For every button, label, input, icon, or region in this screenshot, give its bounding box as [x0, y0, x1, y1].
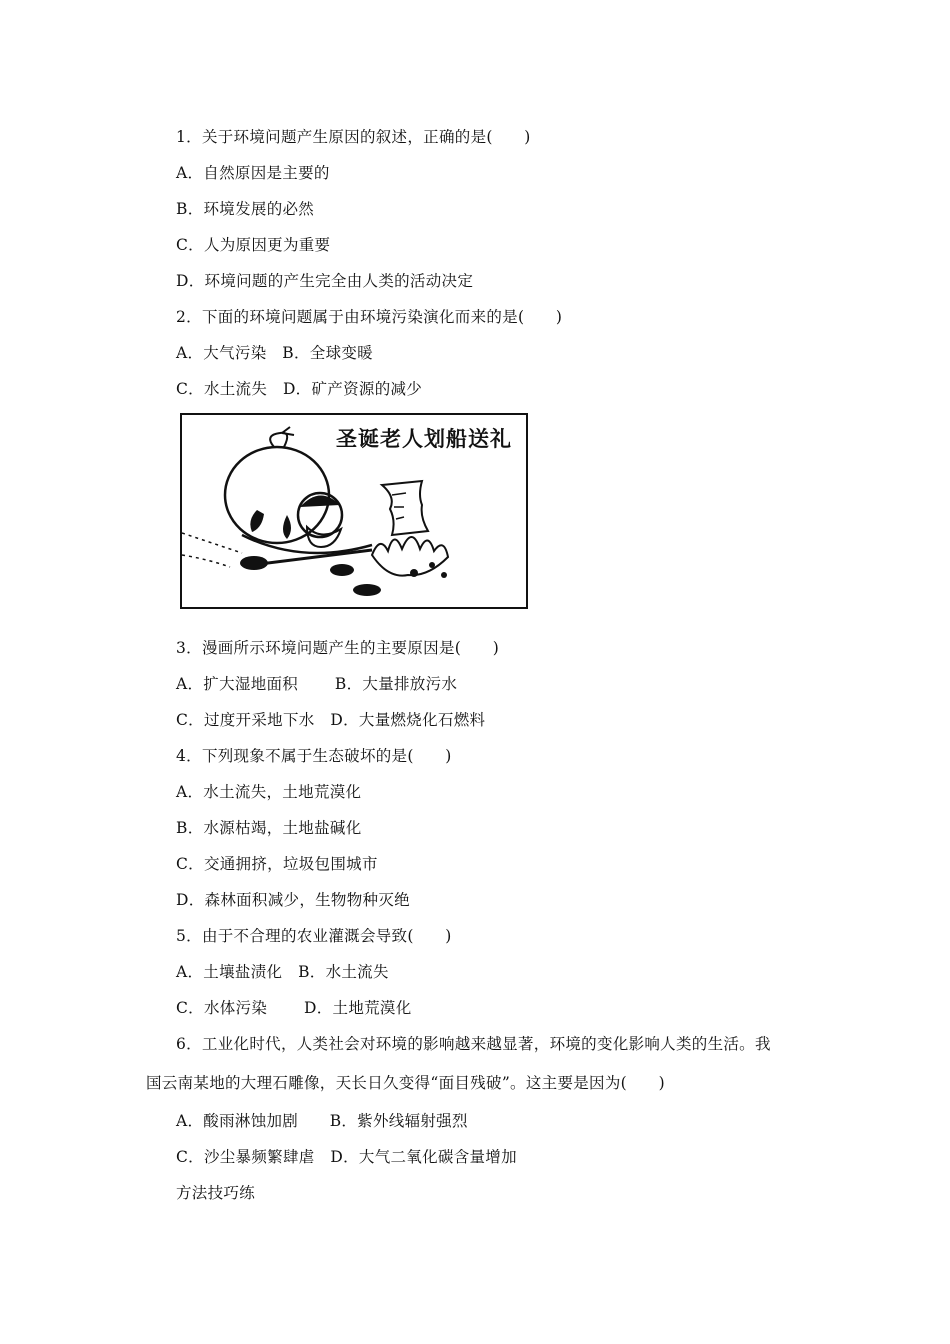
q2-stem: 2．下面的环境问题属于由环境污染演化而来的是( ) — [176, 308, 563, 326]
q5-options-ab: A．土壤盐渍化 B．水土流失 — [176, 963, 389, 981]
q1-option-b: B．环境发展的必然 — [176, 200, 315, 218]
q1-option-c: C．人为原因更为重要 — [176, 236, 331, 254]
q4-option-a: A．水土流失，土地荒漠化 — [176, 783, 362, 801]
q5-stem: 5．由于不合理的农业灌溉会导致( ) — [176, 927, 452, 945]
q1-option-a: A．自然原因是主要的 — [176, 164, 330, 182]
q2-options-cd: C．水土流失 D．矿产资源的减少 — [176, 380, 423, 398]
santa-rowing-drawing — [182, 415, 528, 609]
q3-options-ab: A．扩大湿地面积 B．大量排放污水 — [176, 675, 458, 693]
q5-options-cd: C．水体污染 D．土地荒漠化 — [176, 999, 412, 1017]
q1-option-d: D．环境问题的产生完全由人类的活动决定 — [176, 272, 474, 290]
comic-title: 圣诞老人划船送礼 — [336, 427, 512, 451]
q2-options-ab: A．大气污染 B．全球变暖 — [176, 344, 373, 362]
q3-options-cd: C．过度开采地下水 D．大量燃烧化石燃料 — [176, 711, 486, 729]
section-heading: 方法技巧练 — [176, 1184, 256, 1202]
q4-option-b: B．水源枯竭，土地盐碱化 — [176, 819, 362, 837]
q6-options-cd: C．沙尘暴频繁肆虐 D．大气二氧化碳含量增加 — [176, 1148, 517, 1166]
q6-stem-line2: 国云南某地的大理石雕像，天长日久变得“面目残破”。这主要是因为( ) — [146, 1074, 665, 1092]
q4-stem: 4．下列现象不属于生态破坏的是( ) — [176, 747, 452, 765]
q6-options-ab: A．酸雨淋蚀加剧 B．紫外线辐射强烈 — [176, 1112, 468, 1130]
comic-illustration — [180, 413, 528, 609]
q6-stem-line1: 6．工业化时代，人类社会对环境的影响越来越显著，环境的变化影响人类的生活。我 — [176, 1035, 771, 1053]
q1-stem: 1．关于环境问题产生原因的叙述，正确的是( ) — [176, 128, 531, 146]
q4-option-c: C．交通拥挤，垃圾包围城市 — [176, 855, 378, 873]
q3-stem: 3．漫画所示环境问题产生的主要原因是( ) — [176, 639, 500, 657]
q4-option-d: D．森林面积减少，生物物种灭绝 — [176, 891, 410, 909]
